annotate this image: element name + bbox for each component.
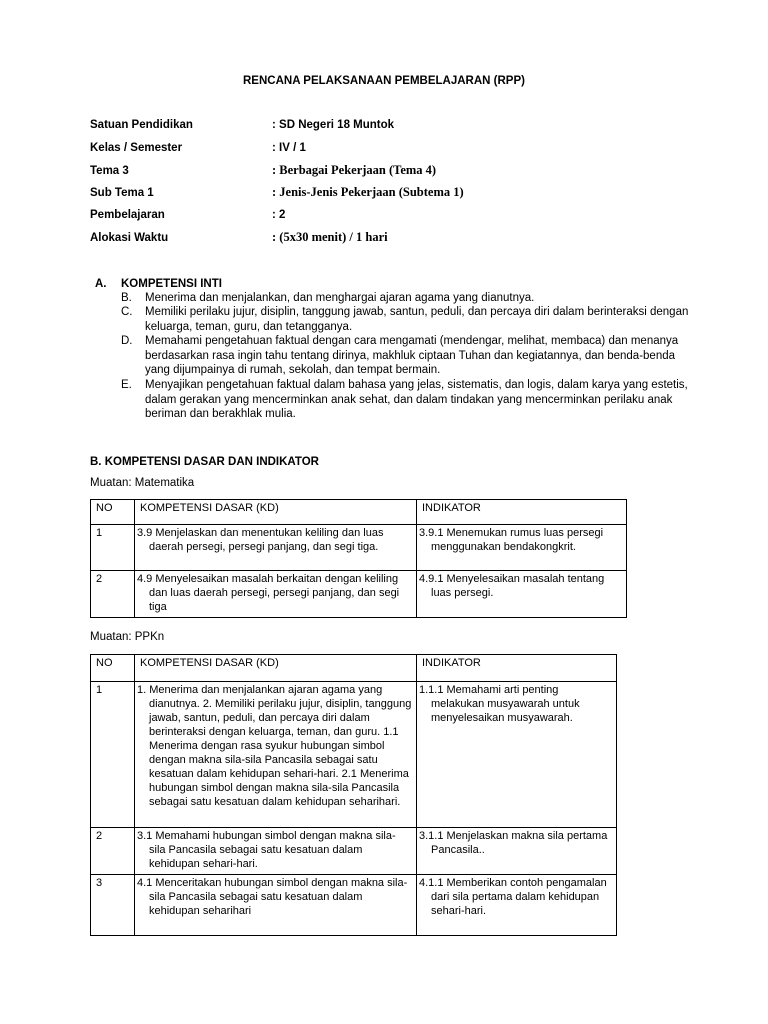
section-b-heading: B. KOMPETENSI DASAR DAN INDIKATOR	[90, 456, 319, 468]
identity-label: Kelas / Semester	[90, 142, 183, 154]
ki-item	[121, 334, 691, 378]
identity-label: Satuan Pendidikan	[90, 119, 193, 131]
table-row	[91, 525, 627, 571]
muatan-ppkn-label: Muatan: PPKn	[90, 631, 165, 643]
cell-kd: 1. Menerima dan menjalankan ajaran agama yang dianutnya. 2. Memiliki perilaku jujur, disiplin, tanggung jawab, santun, peduli, dan percaya diri dalam berinteraksi dengan keluarga, teman, dan guru. 1.1 Menerima dengan rasa syukur hubungan simbol dengan makna sila-sila Pancasila sebagai satu kesatuan dalam kehidupan sehari-hari. 2.1 Menerima hubungan simbol dengan makna sila-sila Pancasila sebagai satu kesatuan dalam kehidupan seharihari.	[135, 682, 417, 828]
ki-letter: B.	[121, 292, 132, 304]
document-title: RENCANA PELAKSANAAN PEMBELAJARAN (RPP)	[243, 75, 525, 87]
ki-item	[121, 378, 691, 422]
cell-indikator: 3.9.1 Menemukan rumus luas persegi menggunakan bendakongkrit.	[417, 525, 627, 571]
cell-no: 3	[91, 875, 135, 936]
section-a-letter: A.	[95, 278, 107, 290]
table-matematika	[90, 499, 627, 618]
ki-text: Memahami pengetahuan faktual dengan cara mengamati (mendengar, melihat, membaca) dan menanya berdasarkan rasa ingin tahu tentang dirinya, makhluk ciptaan Tuhan dan kegiatannya, dan benda-benda yang dijumpainya di rumah, sekolah, dan tempat bermain.	[145, 335, 679, 377]
cell-kd: 4.1 Menceritakan hubungan simbol dengan makna sila-sila Pancasila sebagai satu kesatuan dalam kehidupan seharihari	[135, 875, 417, 936]
cell-no: 1	[91, 682, 135, 828]
ki-text: Menyajikan pengetahuan faktual dalam bahasa yang jelas, sistematis, dan logis, dalam karya yang estetis, dalam gerakan yang mencerminkan anak sehat, dan dalam tindakan yang mencerminkan perilaku anak beriman dan berakhlak mulia.	[145, 379, 688, 421]
header-kd: KOMPETENSI DASAR (KD)	[135, 655, 417, 682]
identity-label: Tema 3	[90, 165, 129, 177]
identity-value: : IV / 1	[272, 142, 306, 154]
table-row	[91, 682, 617, 828]
ki-text: Memiliki perilaku jujur, disiplin, tanggung jawab, santun, peduli, dan percaya diri dalam berinteraksi dengan keluarga, teman, guru, dan tetangganya.	[145, 306, 689, 333]
identity-label: Sub Tema 1	[90, 187, 154, 199]
ki-item	[121, 291, 691, 306]
identity-label: Pembelajaran	[90, 209, 165, 221]
table-header-row	[91, 655, 617, 682]
ki-letter: E.	[121, 379, 132, 391]
header-kd: KOMPETENSI DASAR (KD)	[135, 500, 417, 525]
cell-no: 2	[91, 571, 135, 618]
table-row	[91, 875, 617, 936]
cell-kd: 4.9 Menyelesaikan masalah berkaitan dengan keliling dan luas daerah persegi, persegi panjang, dan segi tiga	[135, 571, 417, 618]
cell-indikator: 4.9.1 Menyelesaikan masalah tentang luas persegi.	[417, 571, 627, 618]
header-no: NO	[91, 500, 135, 525]
ki-letter: C.	[121, 306, 133, 318]
cell-kd: 3.9 Menjelaskan dan menentukan keliling dan luas daerah persegi, persegi panjang, dan segi tiga.	[135, 525, 417, 571]
table-row	[91, 571, 627, 618]
identity-value: : (5x30 menit) / 1 hari	[272, 230, 388, 244]
table-row	[91, 828, 617, 875]
table-ppkn	[90, 654, 617, 936]
ki-text: Menerima dan menjalankan, dan menghargai ajaran agama yang dianutnya.	[145, 292, 535, 304]
identity-value: : Berbagai Pekerjaan (Tema 4)	[272, 163, 437, 177]
identity-label: Alokasi Waktu	[90, 232, 169, 244]
identity-value: : SD Negeri 18 Muntok	[272, 119, 395, 131]
identity-value: : Jenis-Jenis Pekerjaan (Subtema 1)	[272, 185, 464, 199]
identity-value: : 2	[272, 209, 286, 221]
cell-indikator: 4.1.1 Memberikan contoh pengamalan dari sila pertama dalam kehidupan sehari-hari.	[417, 875, 617, 936]
muatan-matematika-label: Muatan: Matematika	[90, 477, 195, 489]
section-a-heading: KOMPETENSI INTI	[121, 278, 222, 290]
cell-kd: 3.1 Memahami hubungan simbol dengan makna sila-sila Pancasila sebagai satu kesatuan dalam kehidupan sehari-hari.	[135, 828, 417, 875]
cell-indikator: 1.1.1 Memahami arti penting melakukan musyawarah untuk menyelesaikan musyawarah.	[417, 682, 617, 828]
cell-indikator: 3.1.1 Menjelaskan makna sila pertama Pancasila..	[417, 828, 617, 875]
ki-item	[121, 305, 691, 334]
cell-no: 1	[91, 525, 135, 571]
table-header-row	[91, 500, 627, 525]
ki-letter: D.	[121, 335, 133, 347]
header-indikator: INDIKATOR	[417, 655, 617, 682]
header-indikator: INDIKATOR	[417, 500, 627, 525]
header-no: NO	[91, 655, 135, 682]
cell-no: 2	[91, 828, 135, 875]
